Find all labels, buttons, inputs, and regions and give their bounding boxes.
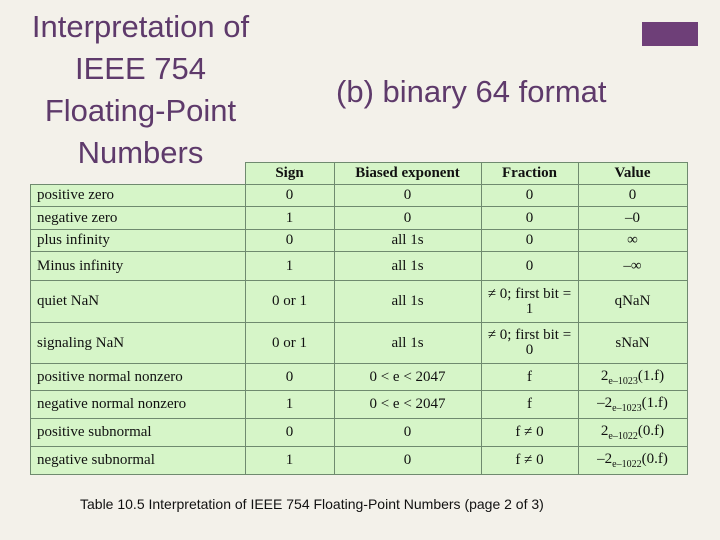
cell-sign: 0 <box>245 230 334 252</box>
cell-exponent: 0 <box>334 185 481 207</box>
row-label: signaling NaN <box>31 323 246 364</box>
header-fraction: Fraction <box>481 163 578 185</box>
cell-value: ∞ <box>578 230 687 252</box>
cell-value: –0 <box>578 207 687 230</box>
cell-value <box>578 391 687 419</box>
row-label: positive normal nonzero <box>31 364 246 391</box>
value-mantissa: (0.f) <box>641 451 668 467</box>
value-exponent: e–1022 <box>612 459 642 470</box>
cell-fraction: f ≠ 0 <box>481 447 578 475</box>
table-row <box>31 230 688 252</box>
table-row <box>31 391 688 419</box>
cell-value: sNaN <box>578 323 687 364</box>
cell-sign: 0 <box>245 419 334 447</box>
title-line: Interpretation of <box>31 9 250 44</box>
value-exponent: e–1023 <box>608 375 638 387</box>
table-row <box>31 252 688 281</box>
value-base: 2 <box>604 395 613 411</box>
table-row <box>31 364 688 391</box>
row-label: positive zero <box>31 185 246 207</box>
cell-sign: 1 <box>245 207 334 230</box>
cell-fraction: f <box>481 364 578 391</box>
header-exponent: Biased exponent <box>334 163 481 185</box>
slide-subtitle: (b) binary 64 format <box>336 74 607 109</box>
table-row <box>31 281 688 323</box>
cell-exponent: 0 <box>334 419 481 447</box>
table-row <box>31 185 688 207</box>
cell-fraction: 0 <box>481 185 578 207</box>
value-mantissa: (1.f) <box>637 367 665 384</box>
cell-sign: 1 <box>245 252 334 281</box>
cell-exponent: 0 < e < 2047 <box>334 364 481 391</box>
cell-exponent: 0 < e < 2047 <box>334 391 481 419</box>
cell-value: qNaN <box>578 281 687 323</box>
cell-value: 0 <box>578 185 687 207</box>
title-line: IEEE 754 <box>75 51 206 86</box>
row-label: Minus infinity <box>31 252 246 281</box>
cell-sign: 0 or 1 <box>245 323 334 364</box>
cell-exponent: all 1s <box>334 230 481 252</box>
row-label: negative normal nonzero <box>31 391 246 419</box>
cell-sign: 1 <box>245 391 334 419</box>
cell-sign: 0 <box>245 364 334 391</box>
value-base: 2 <box>600 423 609 439</box>
value-sign: – <box>597 451 605 467</box>
value-mantissa: (0.f) <box>637 423 665 439</box>
cell-fraction: ≠ 0; first bit = 0 <box>481 323 578 364</box>
row-label: positive subnormal <box>31 419 246 447</box>
table-row <box>31 207 688 230</box>
row-label: quiet NaN <box>31 281 246 323</box>
cell-fraction: 0 <box>481 230 578 252</box>
cell-exponent: all 1s <box>334 323 481 364</box>
cell-value <box>578 447 687 475</box>
row-label: plus infinity <box>31 230 246 252</box>
cell-exponent: all 1s <box>334 252 481 281</box>
slide-title <box>18 6 263 174</box>
cell-fraction: f ≠ 0 <box>481 419 578 447</box>
cell-value <box>578 419 687 447</box>
table-row <box>31 419 688 447</box>
value-exponent: e–1023 <box>612 403 642 414</box>
title-line: Floating-Point <box>44 93 237 128</box>
header-blank <box>31 163 246 185</box>
header-sign: Sign <box>245 163 334 185</box>
value-mantissa: (1.f) <box>641 395 668 411</box>
cell-fraction: 0 <box>481 252 578 281</box>
cell-exponent: 0 <box>334 447 481 475</box>
cell-exponent: 0 <box>334 207 481 230</box>
value-sign: – <box>597 395 605 411</box>
ieee-754-table <box>30 162 688 475</box>
cell-fraction: 0 <box>481 207 578 230</box>
cell-sign: 0 or 1 <box>245 281 334 323</box>
table-row <box>31 323 688 364</box>
title-line: Numbers <box>77 135 204 170</box>
cell-value <box>578 364 687 391</box>
value-base: 2 <box>604 451 613 467</box>
corner-decoration <box>642 22 698 46</box>
value-exponent: e–1022 <box>608 431 638 442</box>
row-label: negative subnormal <box>31 447 246 475</box>
row-label: negative zero <box>31 207 246 230</box>
cell-sign: 1 <box>245 447 334 475</box>
table-caption: Table 10.5 Interpretation of IEEE 754 Floating-Point Numbers (page 2 of 3) <box>80 496 544 512</box>
cell-exponent: all 1s <box>334 281 481 323</box>
cell-fraction: f <box>481 391 578 419</box>
cell-sign: 0 <box>245 185 334 207</box>
cell-value: –∞ <box>578 252 687 281</box>
table-row <box>31 447 688 475</box>
header-value: Value <box>578 163 687 185</box>
value-base: 2 <box>600 367 609 384</box>
cell-fraction: ≠ 0; first bit = 1 <box>481 281 578 323</box>
